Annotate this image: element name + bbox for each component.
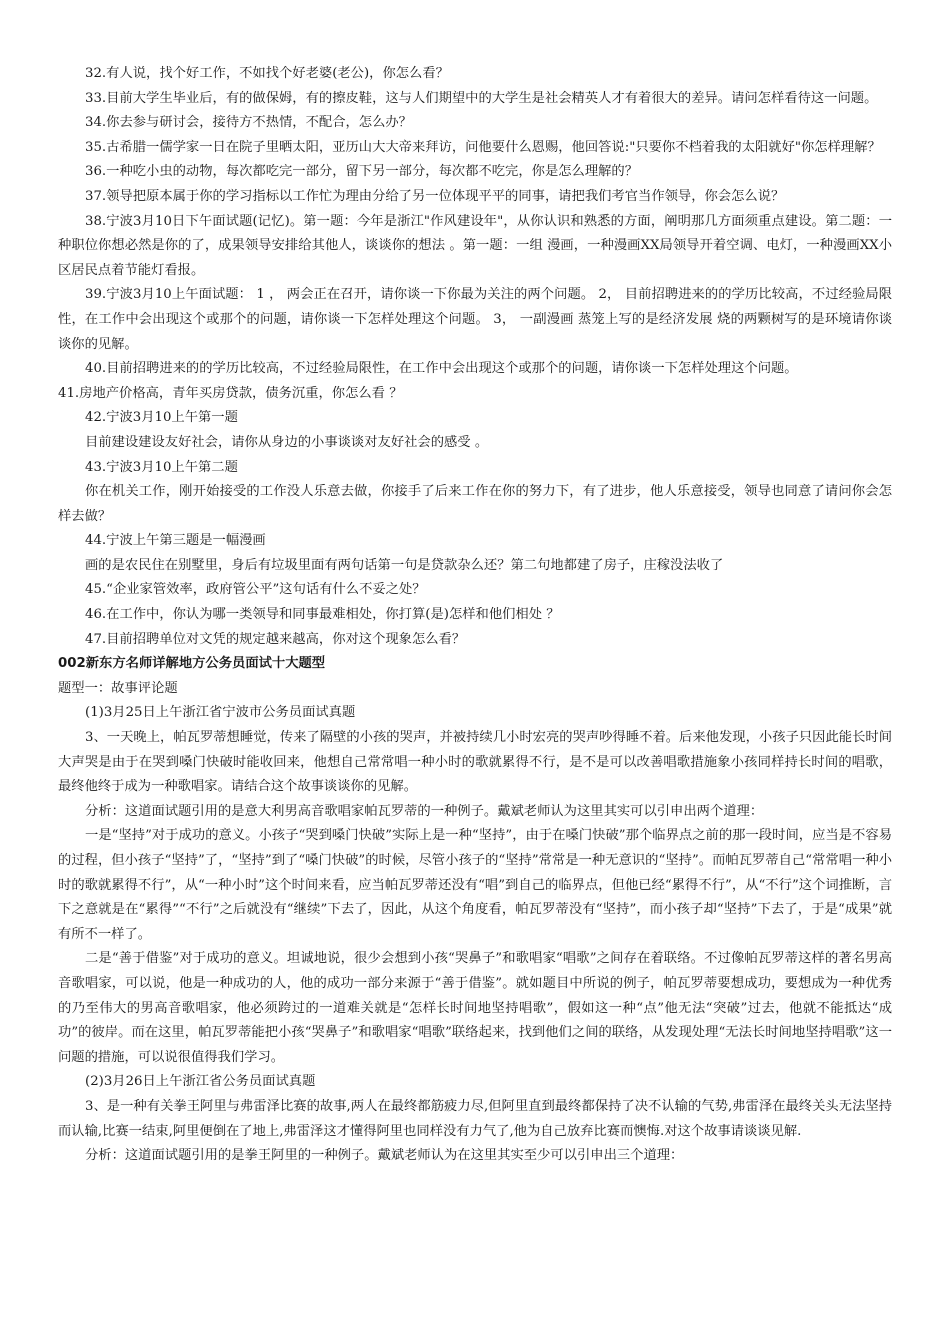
paragraph: 40.目前招聘进来的的学历比较高，不过经验局限性，在工作中会出现这个或那个的问题，请你谈一下怎样处理这个问题。 bbox=[85, 361, 798, 377]
paragraph: (2)3月26日上午浙江省公务员面试真题 bbox=[85, 1074, 316, 1090]
paragraph: 35.古希腊一儒学家一日在院子里晒太阳，亚历山大大帝来拜访，问他要什么恩赐，他回答说:"只要你不档着我的太阳就好"你怎样理解？ bbox=[85, 139, 881, 155]
paragraph: 42.宁波3月10上午第一题 bbox=[85, 410, 238, 426]
paragraph: 39.宁波3月10上午面试题： 1 ， 两会正在召开，请你谈一下你最为关注的两个问题。 2， 目前招聘进来的的学历比较高，不过经验局限性，在工作中会出现这个或那个的问题，请你谈一下怎样处理这个问题。 3， 一副漫画 蒸笼上写的是经济发展 烧的两颗树写的是环境请你谈谈你的见解。 bbox=[58, 287, 892, 352]
paragraph: 38.宁波3月10日下午面试题(记忆)。第一题：今年是浙江"作风建设年"，从你认识和熟悉的方面，阐明那几方面须重点建设。第二题：一种职位你想必然是你的了，成果领导安排给其他人，谈谈你的想法 。第一题：一组 漫画，一种漫画XX局领导开着空调、电灯，一种漫画XX小区居民点着节能灯看报。 bbox=[58, 213, 892, 278]
paragraph: 44.宁波上午第三题是一幅漫画 bbox=[85, 533, 266, 549]
paragraph: 一是“坚持”对于成功的意义。小孩子“哭到嗓门快破”实际上是一种“坚持”，由于在嗓门快破”那个临界点之前的那一段时间，应当是不容易的过程，但小孩子“坚持”了，“坚持”到了“嗓门快破”的时候，尽管小孩子的“坚持”常常是一种无意识的“坚持”。而帕瓦罗蒂自己“常常唱一种小时的歌就累得不行”，从“一种小时”这个时间来看，应当帕瓦罗蒂还没有“唱”到自己的临界点，但他已经“累得不行”，从“不行”这个词推断，言下之意就是在“累得”“不行”之后就没有“继续”下去了，因此，从这个角度看，帕瓦罗蒂没有“坚持”，而小孩子却“坚持”下去了，于是“成果”就有所不一样了。 bbox=[58, 828, 892, 942]
paragraph: 41.房地产价格高，青年买房贷款，债务沉重，你怎么看 ？ bbox=[58, 385, 403, 401]
paragraph: 32.有人说，找个好工作，不如找个好老婆(老公)，你怎么看？ bbox=[85, 66, 449, 81]
paragraph: 3、一天晚上，帕瓦罗蒂想睡觉，传来了隔壁的小孩的哭声，并被持续几小时宏亮的哭声吵得睡不着。后来他发现，小孩子只因此能长时间大声哭是由于在哭到嗓门快破时能收回来，他想自己常常唱一种小时的歌就累得不行，是不是可以改善唱歌措施象小孩同样持长时间的唱歌，最终他终于成为一种歌唱家。请结合这个故事谈谈你的见解。 bbox=[58, 730, 892, 795]
paragraph: 47.目前招聘单位对文凭的规定越来越高，你对这个现象怎么看？ bbox=[85, 631, 466, 647]
paragraph: 45.“企业家管效率，政府管公平”这句话有什么不妥之处？ bbox=[85, 582, 426, 598]
paragraph: 37.领导把原本属于你的学习指标以工作忙为理由分给了另一位体现平平的同事，请把我们考官当作领导，你会怎么说？ bbox=[85, 188, 785, 204]
paragraph: 34.你去参与研讨会，接待方不热情，不配合，怎么办？ bbox=[85, 115, 412, 131]
paragraph: 二是“善于借鉴”对于成功的意义。坦诚地说，很少会想到小孩“哭鼻子”和歌唱家“唱歌”之间存在着联络。不过像帕瓦罗蒂这样的著名男高音歌唱家，可以说，他是一种成功的人，他的成功一部分来源于“善于借鉴”。就如题目中所说的例子，帕瓦罗蒂要想成功，要想成为一种优秀的乃至伟大的男高音歌唱家，他必须跨过的一道难关就是“怎样长时间地坚持唱歌”，假如这一种“点”他无法“突破”过去，他就不能抵达“成功”的彼岸。而在这里，帕瓦罗蒂能把小孩“哭鼻子”和歌唱家“唱歌”联络起来，找到他们之间的联络，从发现处理“无法长时间地坚持唱歌”这一问题的措施，可以说很值得我们学习。 bbox=[58, 951, 892, 1065]
paragraph: 33.目前大学生毕业后，有的做保姆，有的擦皮鞋，这与人们期望中的大学生是社会精英人才有着很大的差异。请问怎样看待这一问题。 bbox=[85, 90, 878, 106]
paragraph: 3、是一种有关拳王阿里与弗雷泽比赛的故事,两人在最终都筋疲力尽,但阿里直到最终都保持了决不认输的气势,弗雷泽在最终关头无法坚持而认输,比赛一结束,阿里便倒在了地上,弗雷泽这才懂得阿里也同样没有力气了,他为自己放弃比赛而懊悔.对这个故事请谈谈见解. bbox=[58, 1098, 892, 1139]
paragraph: 目前建设建设友好社会，请你从身边的小事谈谈对友好社会的感受 。 bbox=[85, 434, 489, 450]
paragraph: 题型一：故事评论题 bbox=[58, 680, 178, 696]
paragraph: 分析：这道面试题引用的是意大利男高音歌唱家帕瓦罗蒂的一种例子。戴斌老师认为这里其实可以引申出两个道理： bbox=[85, 803, 764, 819]
paragraph: 你在机关工作，刚开始接受的工作没人乐意去做，你接手了后来工作在你的努力下，有了进步，他人乐意接受，领导也同意了请问你会怎样去做？ bbox=[58, 484, 892, 524]
paragraph: 43.宁波3月10上午第二题 bbox=[85, 459, 238, 475]
paragraph: 分析：这道面试题引用的是拳王阿里的一种例子。戴斌老师认为在这里其实至少可以引申出三个道理： bbox=[85, 1148, 684, 1164]
paragraph: (1)3月25日上午浙江省宁波市公务员面试真题 bbox=[85, 705, 356, 721]
section-heading: 002新东方名师详解地方公务员面试十大题型 bbox=[58, 656, 326, 672]
paragraph: 36.一种吃小虫的动物，每次都吃完一部分，留下另一部分，每次都不吃完，你是怎么理解的？ bbox=[85, 164, 639, 180]
paragraph: 画的是农民住在别墅里，身后有垃圾里面有两句话第一句是贷款杂么还？第二句地都建了房子，庄稼没法收了 bbox=[85, 557, 724, 573]
paragraph: 46.在工作中，你认为哪一类领导和同事最难相处，你打算(是)怎样和他们相处 ？ bbox=[85, 607, 560, 623]
